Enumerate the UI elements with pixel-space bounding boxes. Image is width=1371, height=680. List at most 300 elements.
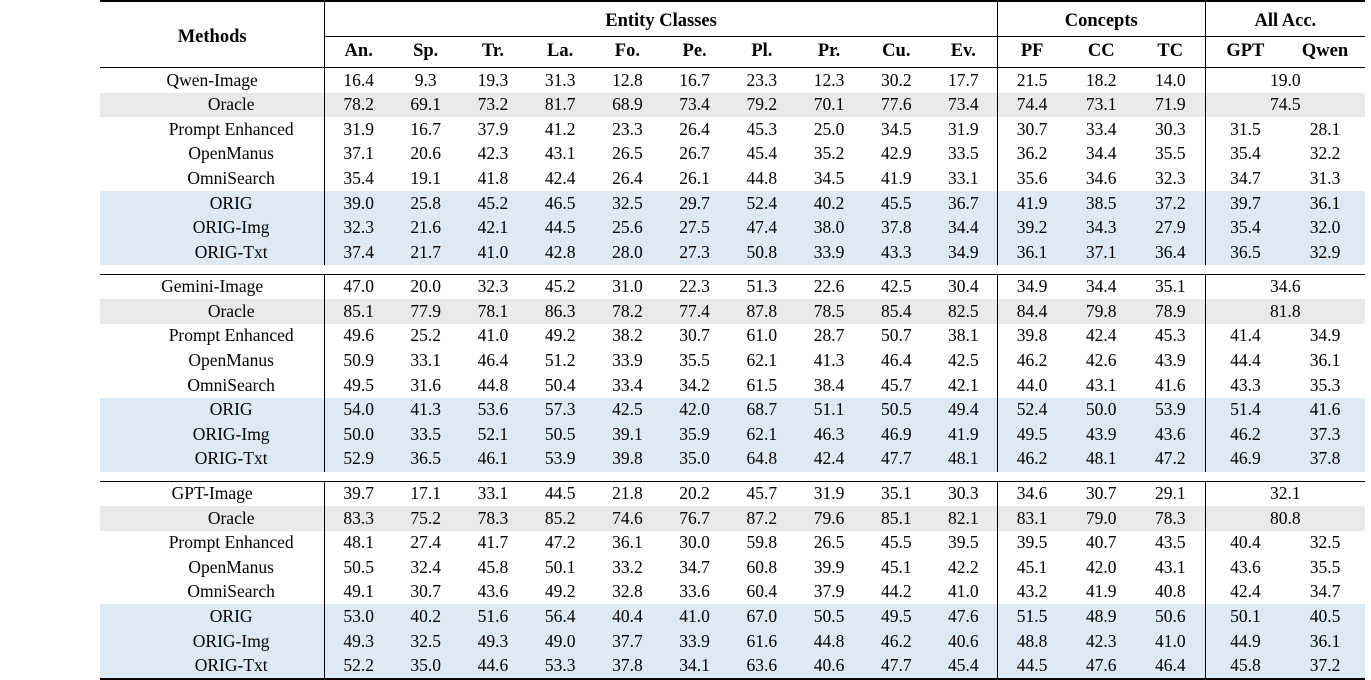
- col-pf: PF: [997, 36, 1066, 68]
- cell-entity: 50.5: [325, 555, 392, 580]
- cell-entity: 49.3: [325, 629, 392, 654]
- cell-entity: 47.4: [728, 216, 795, 241]
- cell-entity: 42.3: [477, 143, 509, 164]
- cell-all-acc-merged: 80.8: [1205, 506, 1365, 531]
- cell-entity: 45.7: [728, 481, 795, 506]
- cell-entity: 52.9: [325, 447, 392, 472]
- cell-concept: 74.4: [997, 93, 1066, 118]
- cell-all-acc-merged: 32.1: [1205, 481, 1365, 506]
- cell-entity: 16.4: [325, 68, 392, 93]
- cell-entity: 35.0: [661, 447, 728, 472]
- cell-entity: 35.5: [679, 350, 710, 371]
- table-row: [100, 166, 1365, 191]
- cell-concept: 35.6: [997, 166, 1066, 191]
- cell-entity: 52.4: [728, 191, 795, 216]
- row-method-label: Prompt Enhanced: [168, 118, 294, 139]
- cell-acc-qwen: 40.5: [1285, 604, 1365, 629]
- cell-entity: 63.6: [728, 654, 795, 680]
- cell-acc-qwen: 37.8: [1285, 447, 1365, 472]
- cell-acc-gpt: 39.7: [1205, 191, 1285, 216]
- table-row: [100, 555, 1365, 580]
- cell-entity: 37.8: [594, 654, 661, 680]
- cell-concept: 42.3: [1067, 629, 1136, 654]
- cell-acc-qwen: 36.1: [1285, 191, 1365, 216]
- cell-entity: 44.8: [746, 167, 778, 188]
- cell-concept: 43.1: [1154, 556, 1186, 577]
- cell-acc-qwen: 35.3: [1309, 374, 1341, 395]
- cell-entity: 82.5: [930, 299, 997, 324]
- cell-entity: 42.9: [881, 143, 912, 164]
- row-method-label: ORIG-Img: [100, 216, 325, 241]
- cell-entity: 37.1: [325, 142, 392, 167]
- cell-acc-gpt: 35.4: [1205, 142, 1285, 167]
- cell-acc-gpt: 43.6: [1205, 555, 1285, 580]
- cell-entity: 49.6: [325, 324, 392, 349]
- cell-entity: 49.5: [325, 373, 392, 398]
- cell-entity: 83.3: [325, 506, 392, 531]
- cell-entity: 53.6: [459, 398, 526, 423]
- cell-concept: 29.1: [1136, 481, 1205, 506]
- cell-entity: 45.2: [459, 191, 526, 216]
- cell-entity: 32.5: [392, 629, 459, 654]
- table-body: [100, 68, 1365, 680]
- cell-entity: 42.8: [527, 240, 594, 265]
- cell-acc-gpt: 35.4: [1205, 216, 1285, 241]
- cell-entity: 35.9: [661, 422, 728, 447]
- cell-concept: 83.1: [997, 506, 1066, 531]
- cell-acc-qwen: 35.5: [1309, 556, 1341, 577]
- cell-entity: 45.4: [746, 143, 778, 164]
- cell-entity: 41.0: [661, 604, 728, 629]
- cell-concept: 48.8: [997, 629, 1066, 654]
- cell-concept: 34.6: [1085, 167, 1117, 188]
- cell-concept: 39.8: [997, 324, 1066, 349]
- cell-entity: 48.1: [930, 447, 997, 472]
- cell-entity: 42.5: [948, 350, 979, 371]
- table-row: [100, 142, 1365, 167]
- table-row: [100, 373, 1365, 398]
- cell-concept: 39.2: [997, 216, 1066, 241]
- cell-entity: 43.1: [544, 143, 576, 164]
- cell-entity: 22.3: [661, 274, 728, 299]
- cell-entity: 39.9: [813, 556, 845, 577]
- cell-entity: 44.5: [527, 216, 594, 241]
- cell-concept: 34.3: [1067, 216, 1136, 241]
- cell-entity: 73.2: [459, 93, 526, 118]
- table-row: [100, 398, 1365, 423]
- cell-entity: 82.1: [930, 506, 997, 531]
- row-method-label: OmniSearch: [187, 167, 275, 188]
- cell-entity: 45.2: [527, 274, 594, 299]
- cell-entity: 46.1: [459, 447, 526, 472]
- cell-entity: 29.7: [661, 191, 728, 216]
- cell-entity: 49.2: [544, 325, 576, 346]
- cell-entity: 39.0: [325, 191, 392, 216]
- cell-entity: 53.3: [527, 654, 594, 680]
- cell-entity: 42.4: [544, 167, 576, 188]
- row-method-label: Oracle: [100, 93, 325, 118]
- cell-acc-qwen: 36.1: [1285, 629, 1365, 654]
- cell-entity: 49.2: [544, 581, 576, 602]
- cell-entity: 45.4: [930, 654, 997, 680]
- cell-entity: 68.7: [728, 398, 795, 423]
- cell-entity: 40.6: [795, 654, 862, 680]
- row-method-label: ORIG-Txt: [100, 447, 325, 472]
- cell-acc-qwen: 34.9: [1309, 325, 1341, 346]
- cell-entity: 49.4: [930, 398, 997, 423]
- cell-concept: 34.9: [997, 274, 1066, 299]
- cell-entity: 79.6: [795, 506, 862, 531]
- cell-entity: 31.3: [527, 68, 594, 93]
- cell-entity: 78.2: [325, 93, 392, 118]
- cell-entity: 28.7: [813, 325, 845, 346]
- cell-entity: 32.3: [325, 216, 392, 241]
- cell-entity: 51.2: [544, 350, 576, 371]
- cell-entity: 33.4: [612, 374, 643, 395]
- cell-acc-gpt: 40.4: [1205, 531, 1285, 556]
- cell-entity: 39.1: [594, 422, 661, 447]
- cell-entity: 77.9: [392, 299, 459, 324]
- cell-concept: 50.6: [1136, 604, 1205, 629]
- cell-concept: 42.0: [1085, 556, 1117, 577]
- cell-entity: 86.3: [527, 299, 594, 324]
- cell-entity: 36.7: [930, 191, 997, 216]
- cell-entity: 26.1: [679, 167, 710, 188]
- cell-entity: 35.1: [863, 481, 930, 506]
- cell-entity: 25.0: [813, 118, 845, 139]
- cell-entity: 35.0: [392, 654, 459, 680]
- col-sp: Sp.: [392, 36, 459, 68]
- cell-entity: 20.6: [410, 143, 441, 164]
- cell-entity: 52.2: [325, 654, 392, 680]
- cell-concept: 39.5: [997, 531, 1066, 556]
- cell-entity: 40.4: [594, 604, 661, 629]
- cell-entity: 27.5: [661, 216, 728, 241]
- row-method-label: GPT-Image: [100, 481, 325, 506]
- cell-entity: 61.6: [728, 629, 795, 654]
- cell-concept: 40.7: [1085, 532, 1117, 553]
- col-tc: TC: [1136, 36, 1205, 68]
- cell-entity: 41.0: [948, 581, 979, 602]
- cell-entity: 56.4: [527, 604, 594, 629]
- cell-entity: 52.1: [459, 422, 526, 447]
- cell-entity: 74.6: [594, 506, 661, 531]
- cell-entity: 44.2: [881, 581, 912, 602]
- cell-entity: 40.6: [930, 629, 997, 654]
- cell-entity: 30.0: [679, 532, 710, 553]
- row-method-label: ORIG-Txt: [100, 240, 325, 265]
- cell-entity: 53.0: [325, 604, 392, 629]
- table-row: [100, 299, 1365, 324]
- cell-entity: 36.5: [392, 447, 459, 472]
- cell-entity: 37.8: [863, 216, 930, 241]
- table-row: [100, 422, 1365, 447]
- row-method-label: ORIG-Img: [100, 629, 325, 654]
- cell-entity: 77.4: [661, 299, 728, 324]
- col-qwen: Qwen: [1285, 36, 1365, 68]
- cell-entity: 23.3: [612, 118, 643, 139]
- cell-entity: 34.4: [930, 216, 997, 241]
- table-row: [100, 580, 1365, 605]
- cell-entity: 85.4: [863, 299, 930, 324]
- cell-concept: 43.2: [997, 580, 1066, 605]
- cell-entity: 25.2: [410, 325, 441, 346]
- cell-entity: 30.3: [930, 481, 997, 506]
- cell-concept: 42.4: [1085, 325, 1117, 346]
- row-method-label: ORIG: [100, 398, 325, 423]
- cell-acc-qwen: 32.9: [1285, 240, 1365, 265]
- cell-concept: 41.9: [997, 191, 1066, 216]
- cell-entity: 69.1: [392, 93, 459, 118]
- cell-entity: 46.4: [881, 350, 912, 371]
- cell-concept: 48.9: [1067, 604, 1136, 629]
- cell-entity: 38.2: [612, 325, 643, 346]
- group-separator: [100, 265, 1365, 275]
- col-cc: CC: [1067, 36, 1136, 68]
- group-separator: [100, 472, 1365, 482]
- cell-entity: 57.3: [527, 398, 594, 423]
- cell-entity: 77.6: [863, 93, 930, 118]
- cell-entity: 47.6: [930, 604, 997, 629]
- row-method-label: OpenManus: [188, 143, 274, 164]
- cell-concept: 51.5: [997, 604, 1066, 629]
- cell-concept: 30.7: [997, 117, 1066, 142]
- col-la: La.: [527, 36, 594, 68]
- cell-entity: 32.5: [594, 191, 661, 216]
- cell-entity: 41.9: [881, 167, 912, 188]
- cell-entity: 35.2: [813, 143, 845, 164]
- cell-acc-gpt: 46.9: [1205, 447, 1285, 472]
- cell-entity: 40.2: [392, 604, 459, 629]
- cell-concept: 41.9: [1085, 581, 1117, 602]
- cell-acc-gpt: 44.9: [1205, 629, 1285, 654]
- cell-concept: 36.4: [1136, 240, 1205, 265]
- cell-entity: 50.5: [527, 422, 594, 447]
- cell-entity: 39.7: [325, 481, 392, 506]
- cell-entity: 23.3: [728, 68, 795, 93]
- cell-concept: 36.1: [997, 240, 1066, 265]
- table-row: [100, 629, 1365, 654]
- cell-entity: 45.5: [881, 532, 912, 553]
- cell-entity: 78.5: [795, 299, 862, 324]
- cell-concept: 38.5: [1067, 191, 1136, 216]
- cell-entity: 42.2: [948, 556, 979, 577]
- cell-entity: 32.3: [459, 274, 526, 299]
- cell-concept: 48.1: [1067, 447, 1136, 472]
- cell-entity: 50.1: [544, 556, 576, 577]
- cell-entity: 62.1: [728, 422, 795, 447]
- cell-entity: 51.3: [728, 274, 795, 299]
- cell-entity: 41.8: [477, 167, 509, 188]
- cell-entity: 41.0: [459, 240, 526, 265]
- cell-entity: 51.6: [459, 604, 526, 629]
- row-method-label: ORIG: [100, 191, 325, 216]
- table-row: [100, 481, 1365, 506]
- table-row: [100, 68, 1365, 93]
- cell-acc-gpt: 51.4: [1205, 398, 1285, 423]
- cell-concept: 45.1: [997, 555, 1066, 580]
- col-pl: Pl.: [728, 36, 795, 68]
- cell-entity: 32.8: [612, 581, 643, 602]
- cell-entity: 67.0: [728, 604, 795, 629]
- cell-entity: 33.5: [392, 422, 459, 447]
- cell-entity: 33.9: [795, 240, 862, 265]
- cell-entity: 37.7: [594, 629, 661, 654]
- table-row: [100, 531, 1365, 556]
- cell-entity: 26.5: [813, 532, 845, 553]
- cell-entity: 50.9: [325, 349, 392, 374]
- cell-entity: 68.9: [594, 93, 661, 118]
- cell-entity: 45.8: [477, 556, 509, 577]
- cell-concept: 36.2: [997, 142, 1066, 167]
- cell-concept: 27.9: [1136, 216, 1205, 241]
- cell-entity: 46.2: [863, 629, 930, 654]
- col-fo: Fo.: [594, 36, 661, 68]
- cell-acc-gpt: 41.4: [1205, 324, 1285, 349]
- cell-entity: 60.8: [746, 556, 778, 577]
- cell-entity: 45.3: [746, 118, 778, 139]
- table-row: [100, 349, 1365, 374]
- row-method-label: Prompt Enhanced: [168, 532, 294, 553]
- cell-entity: 16.7: [661, 68, 728, 93]
- cell-entity: 42.0: [661, 398, 728, 423]
- cell-entity: 22.6: [795, 274, 862, 299]
- cell-concept: 34.4: [1067, 274, 1136, 299]
- cell-entity: 42.1: [459, 216, 526, 241]
- cell-entity: 60.4: [746, 581, 778, 602]
- cell-entity: 73.4: [661, 93, 728, 118]
- cell-concept: 52.4: [997, 398, 1066, 423]
- cell-entity: 25.8: [392, 191, 459, 216]
- cell-entity: 49.1: [325, 580, 392, 605]
- cell-entity: 19.1: [410, 167, 441, 188]
- cell-acc-gpt: 46.2: [1205, 422, 1285, 447]
- table-header: [100, 1, 1365, 68]
- row-method-label: ORIG: [100, 604, 325, 629]
- cell-entity: 31.6: [410, 374, 441, 395]
- cell-acc-qwen: 32.0: [1285, 216, 1365, 241]
- cell-entity: 38.0: [795, 216, 862, 241]
- cell-entity: 46.9: [863, 422, 930, 447]
- cell-entity: 47.0: [325, 274, 392, 299]
- cell-concept: 42.6: [1085, 350, 1117, 371]
- cell-entity: 30.7: [679, 325, 710, 346]
- col-pr: Pr.: [795, 36, 862, 68]
- cell-entity: 37.9: [813, 581, 845, 602]
- cell-concept: 32.3: [1154, 167, 1186, 188]
- cell-entity: 46.5: [527, 191, 594, 216]
- header-methods: Methods: [100, 1, 325, 68]
- cell-entity: 21.8: [594, 481, 661, 506]
- row-method-label: Oracle: [100, 506, 325, 531]
- col-cu: Cu.: [863, 36, 930, 68]
- cell-concept: 44.5: [997, 654, 1066, 680]
- col-tr: Tr.: [459, 36, 526, 68]
- table-row: [100, 93, 1365, 118]
- cell-acc-qwen: 32.5: [1309, 532, 1341, 553]
- cell-entity: 34.9: [930, 240, 997, 265]
- cell-entity: 31.9: [948, 118, 979, 139]
- cell-concept: 45.3: [1154, 325, 1186, 346]
- cell-entity: 21.7: [392, 240, 459, 265]
- cell-entity: 46.4: [477, 350, 509, 371]
- cell-entity: 34.5: [881, 118, 912, 139]
- cell-entity: 61.0: [746, 325, 778, 346]
- cell-entity: 47.7: [863, 447, 930, 472]
- cell-concept: 37.1: [1067, 240, 1136, 265]
- cell-concept: 44.0: [997, 373, 1066, 398]
- cell-entity: 40.2: [795, 191, 862, 216]
- cell-concept: 43.9: [1067, 422, 1136, 447]
- cell-entity: 64.8: [728, 447, 795, 472]
- cell-entity: 37.4: [325, 240, 392, 265]
- cell-entity: 75.2: [392, 506, 459, 531]
- cell-acc-qwen: 41.6: [1285, 398, 1365, 423]
- cell-entity: 17.1: [392, 481, 459, 506]
- cell-entity: 85.1: [863, 506, 930, 531]
- cell-entity: 33.5: [948, 143, 979, 164]
- cell-entity: 12.8: [594, 68, 661, 93]
- cell-entity: 76.7: [661, 506, 728, 531]
- cell-concept: 71.9: [1136, 93, 1205, 118]
- row-method-label: OpenManus: [188, 556, 274, 577]
- cell-entity: 33.9: [612, 350, 643, 371]
- cell-acc-gpt: 31.5: [1205, 117, 1285, 142]
- table-row: [100, 216, 1365, 241]
- cell-entity: 33.1: [459, 481, 526, 506]
- cell-concept: 34.6: [997, 481, 1066, 506]
- cell-concept: 47.2: [1136, 447, 1205, 472]
- cell-entity: 33.6: [679, 581, 710, 602]
- cell-acc-gpt: 34.7: [1205, 166, 1285, 191]
- cell-entity: 41.3: [392, 398, 459, 423]
- cell-entity: 43.3: [863, 240, 930, 265]
- cell-entity: 47.2: [544, 532, 576, 553]
- cell-entity: 87.2: [728, 506, 795, 531]
- cell-entity: 17.7: [930, 68, 997, 93]
- cell-concept: 73.1: [1067, 93, 1136, 118]
- cell-concept: 78.9: [1136, 299, 1205, 324]
- cell-entity: 48.1: [325, 531, 392, 556]
- cell-entity: 34.2: [679, 374, 710, 395]
- cell-concept: 84.4: [997, 299, 1066, 324]
- cell-acc-gpt: 36.5: [1205, 240, 1285, 265]
- cell-concept: 30.7: [1067, 481, 1136, 506]
- cell-entity: 45.7: [881, 374, 912, 395]
- cell-concept: 41.0: [1136, 629, 1205, 654]
- cell-concept: 37.2: [1136, 191, 1205, 216]
- cell-entity: 78.1: [459, 299, 526, 324]
- cell-entity: 34.1: [661, 654, 728, 680]
- cell-all-acc-merged: 34.6: [1205, 274, 1365, 299]
- cell-entity: 35.4: [325, 166, 392, 191]
- cell-concept: 35.1: [1136, 274, 1205, 299]
- cell-acc-gpt: 50.1: [1205, 604, 1285, 629]
- cell-acc-qwen: 36.1: [1309, 350, 1341, 371]
- row-method-label: ORIG-Txt: [100, 654, 325, 680]
- table-row: [100, 240, 1365, 265]
- cell-entity: 50.5: [863, 398, 930, 423]
- cell-entity: 37.9: [477, 118, 509, 139]
- table-row: [100, 274, 1365, 299]
- cell-entity: 31.9: [325, 117, 392, 142]
- row-method-label: Qwen-Image: [100, 68, 325, 93]
- cell-entity: 53.9: [527, 447, 594, 472]
- cell-concept: 49.5: [997, 422, 1066, 447]
- cell-concept: 14.0: [1136, 68, 1205, 93]
- cell-concept: 43.9: [1154, 350, 1186, 371]
- cell-entity: 44.8: [795, 629, 862, 654]
